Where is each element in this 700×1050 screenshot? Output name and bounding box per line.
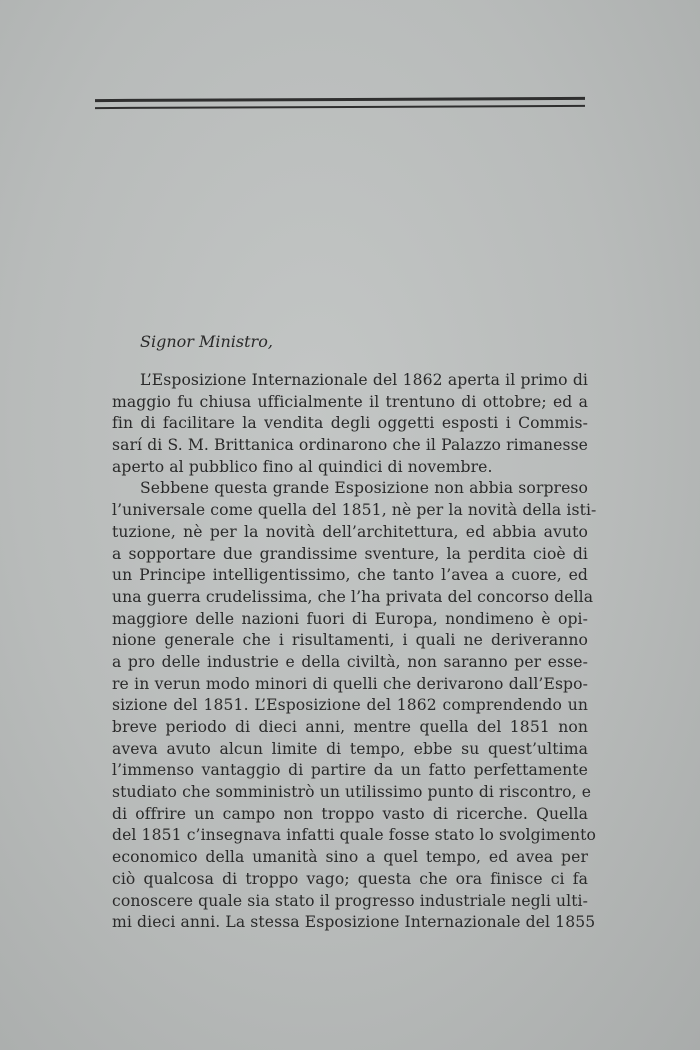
text-line: a pro delle industrie e della civiltà, non saranno per esse-: [112, 652, 588, 671]
text-line: tuzione, nè per la novità dell’architettura, ed abbia avuto: [112, 522, 588, 541]
salutation: Signor Ministro,: [140, 332, 273, 351]
text-line: ciò qualcosa di troppo vago; questa che ora finisce ci fa: [112, 869, 588, 888]
text-line: studiato che somministrò un utilissimo punto di riscontro, e: [112, 783, 592, 802]
text-line: conoscere quale sia stato il progresso industriale negli ulti-: [112, 891, 589, 910]
text-line: Sebbene questa grande Esposizione non abbia sorpreso: [140, 479, 588, 498]
text-line: di offrire un campo non troppo vasto di ricerche. Quella: [112, 804, 588, 823]
text-line: maggiore delle nazioni fuori di Europa, nondimeno è opi-: [112, 609, 588, 628]
text-line: L’Esposizione Internazionale del 1862 aperta il primo di: [140, 371, 588, 389]
text-line: economico della umanità sino a quel tempo, ed avea per: [112, 848, 588, 867]
text-line: sarí di S. M. Brittanica ordinarono che il Palazzo rimanesse: [112, 436, 588, 455]
header-rule-thin: [95, 105, 585, 109]
text-line: l’immenso vantaggio di partire da un fatto perfettamente: [112, 761, 588, 780]
text-line: aveva avuto alcun limite di tempo, ebbe su quest’ultima: [112, 739, 588, 758]
text-line: l’universale come quella del 1851, nè per la novità della isti-: [112, 501, 597, 520]
text-line: breve periodo di dieci anni, mentre quella del 1851 non: [112, 718, 588, 736]
text-line: nione generale che i risultamenti, i quali ne deriveranno: [112, 631, 588, 650]
text-line: mi dieci anni. La stessa Esposizione Internazionale del 1855: [112, 913, 596, 932]
text-line: un Principe intelligentissimo, che tanto l’avea a cuore, ed: [112, 566, 588, 585]
header-rule-thick: [95, 97, 585, 102]
text-line: re in verun modo minori di quelli che derivarono dall’Espo-: [112, 674, 588, 693]
text-line: sizione del 1851. L’Esposizione del 1862 comprendendo un: [112, 696, 588, 715]
text-line: a sopportare due grandissime sventure, la perdita cioè di: [112, 544, 588, 563]
text-line: maggio fu chiusa ufficialmente il trentuno di ottobre; ed a: [112, 392, 588, 411]
text-line: una guerra crudelissima, che l’ha privata del concorso della: [112, 587, 594, 606]
letter-body: [112, 370, 597, 934]
text-line: aperto al pubblico fino al quindici di novembre.: [112, 457, 493, 476]
text-line: fin di facilitare la vendita degli oggetti esposti i Commis-: [112, 414, 588, 433]
text-line: del 1851 c’insegnava infatti quale fosse stato lo svolgimento: [112, 826, 597, 845]
